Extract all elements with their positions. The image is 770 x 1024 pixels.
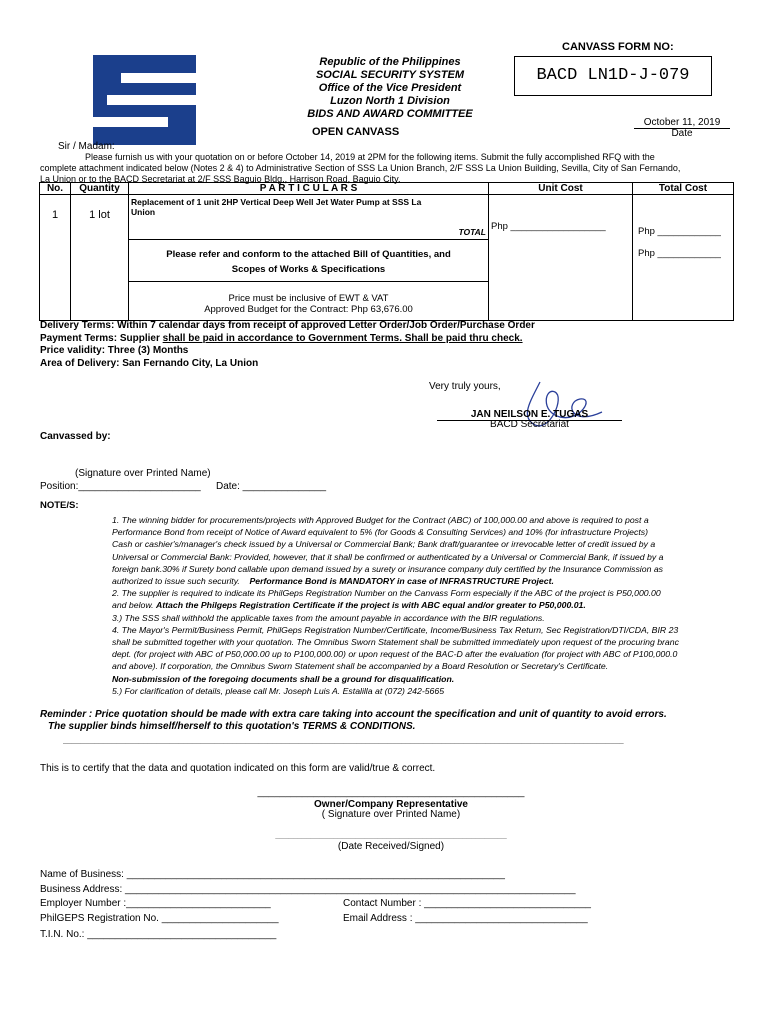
- signatory-name: JAN NEILSON E. TUGAS: [437, 409, 622, 421]
- col-no: No.: [40, 183, 71, 195]
- tin-field[interactable]: T.I.N. No.: __________________________________: [40, 929, 277, 940]
- date-label: Date: [671, 128, 693, 139]
- note-line: 3.) The SSS shall withhold the applicable taxes from the amount payable in accordance with the BIR regulations.: [112, 612, 545, 623]
- intro-line: La Union or to the BACD Secretariat at 2/F SSS Baguio Bldg., Harrison Road, Baguio City.: [40, 174, 401, 184]
- note-line: [112, 575, 767, 587]
- philgeps-field[interactable]: PhilGEPS Registration No. _____________________: [40, 913, 279, 924]
- note-bold: Attach the Philgeps Registration Certificate if the project is with ABC equal and/or greater to P50,000.01.: [155, 600, 586, 611]
- note-text: authorized to issue such security.: [112, 576, 240, 587]
- business-address-field[interactable]: Business Address: _________________________________________________________________________________: [40, 884, 576, 895]
- note-line: [112, 673, 767, 685]
- col-total-cost: Total Cost: [633, 183, 734, 195]
- reminder-line: Reminder : Price quotation should be made with extra care taking into account the specification and unit of quantity to avoid errors.: [40, 709, 667, 720]
- date-field[interactable]: Date: _______________: [216, 481, 327, 492]
- header-line: Republic of the Philippines: [319, 56, 461, 68]
- signatory-position: BACD Secretariat: [490, 419, 569, 430]
- signature-label: (Signature over Printed Name): [75, 468, 211, 479]
- certification-text: This is to certify that the data and quotation indicated on this form are valid/true & correct.: [40, 763, 436, 774]
- note-bold: Non-submission of the foregoing documents shall be a ground for disqualification.: [112, 673, 455, 684]
- note-line: 2. The supplier is required to indicate its PhilGeps Registration Number on the Canvass Form especially if the ABC of the project is P50,000.00: [112, 588, 661, 599]
- total-label: TOTAL: [458, 227, 486, 237]
- rep-label: Owner/Company Representative: [314, 799, 468, 810]
- note-line: [112, 599, 767, 611]
- note-line: foreign bank.30% if Surety bond callable upon demand issued by a surety or insurance company duly certified by the Insurance Commission as: [112, 563, 663, 574]
- item-description: Replacement of 1 unit 2HP Vertical Deep Well Jet Water Pump at SSS La: [131, 197, 422, 207]
- area-of-delivery: Area of Delivery: San Fernando City, La Union: [40, 357, 259, 369]
- refer-line: Please refer and conform to the attached Bill of Quantities, and: [166, 249, 451, 260]
- rep-sublabel: ( Signature over Printed Name): [321, 809, 461, 820]
- note-line: Cash or cashier's/manager's check issued by a Universal or Commercial Bank; Bank draft/guarantee or irrevocable letter of credit issued by a: [112, 539, 656, 550]
- note-line: shall be submitted together with your quotation. The Omnibus Sworn Statement shall be submitted immediately upon request of the procuring branc: [112, 637, 679, 648]
- items-table: [39, 182, 734, 321]
- very-truly-yours: Very truly yours,: [429, 381, 501, 392]
- refer-line: Scopes of Works & Specifications: [231, 264, 386, 275]
- notes-block: [112, 514, 767, 697]
- note-bold: Performance Bond is MANDATORY in case of INFRASTRUCTURE Project.: [249, 576, 554, 587]
- rep-signature-line[interactable]: ________________________________________________: [257, 787, 525, 798]
- header-line: BIDS AND AWARD COMMITTEE: [307, 108, 473, 120]
- canvass-form-number: BACD LN1D-J-079: [514, 56, 712, 96]
- note-text: and below.: [112, 600, 156, 611]
- contact-number-field[interactable]: Contact Number : ______________________________: [343, 898, 591, 909]
- note-line: 5.) For clarification of details, please call Mr. Joseph Luis A. Estalilla at (072) 242-5665: [112, 685, 445, 696]
- delivery-terms: Delivery Terms: Within 7 calendar days from receipt of approved Letter Order/Job Order/Purchase Order: [40, 320, 535, 331]
- note-line: Performance Bond from receipt of Notice of Award equivalent to 5% (for Goods & Consulting Services) and 10% (for infrastructure Projects): [112, 527, 648, 538]
- row-total-value: Php ____________: [638, 226, 721, 237]
- divider-line: ______________________________________________________________________________________________________________________________: [63, 735, 624, 744]
- col-particulars: P A R T I C U L A R S: [129, 183, 489, 195]
- position-field[interactable]: Position:______________________: [40, 481, 201, 492]
- employer-number-field[interactable]: Employer Number :__________________________: [40, 898, 271, 909]
- reminder-line: The supplier binds himself/herself to this quotation's TERMS & CONDITIONS.: [48, 721, 416, 732]
- col-quantity: Quantity: [71, 183, 129, 195]
- row-no: 1: [40, 195, 71, 321]
- intro-line: Please furnish us with your quotation on or before October 14, 2019 at 2PM for the following items. Submit the fully accomplished RFQ with the: [85, 152, 655, 162]
- grand-total-value: Php ____________: [638, 248, 721, 259]
- business-name-field[interactable]: Name of Business: ____________________________________________________________________: [40, 869, 505, 880]
- sss-logo: [93, 55, 196, 145]
- payment-terms-detail: shall be paid in accordance to Government Terms. Shall be paid thru check.: [162, 332, 523, 344]
- payment-terms: [40, 333, 535, 346]
- header-line: Office of the Vice President: [318, 82, 462, 94]
- open-canvass-title: OPEN CANVASS: [312, 126, 400, 138]
- canvassed-by-label: Canvassed by:: [40, 431, 111, 442]
- header-line: SOCIAL SECURITY SYSTEM: [315, 69, 465, 81]
- payment-terms-label: Payment Terms: Supplier: [40, 332, 163, 344]
- agency-header: [290, 56, 490, 121]
- col-unit-cost: Unit Cost: [489, 183, 633, 195]
- email-field[interactable]: Email Address : _______________________________: [343, 913, 588, 924]
- date-signed-line[interactable]: ____________________________________________________: [275, 830, 507, 839]
- row-particulars: [129, 195, 489, 321]
- header-line: Luzon North 1 Division: [330, 95, 450, 107]
- price-validity: Price validity: Three (3) Months: [40, 345, 189, 356]
- abc-note: Approved Budget for the Contract: Php 63,676.00: [204, 304, 413, 315]
- row-total-cost: [633, 195, 734, 321]
- price-note: Price must be inclusive of EWT & VAT: [228, 293, 389, 304]
- canvass-form-label: CANVASS FORM NO:: [562, 41, 674, 53]
- terms-block: [40, 320, 535, 370]
- salutation: Sir / Madam:: [58, 141, 115, 152]
- note-line: 1. The winning bidder for procurements/projects with Approved Budget for the Contract (ABC) of 100,000.00 and above is required to post a: [112, 515, 649, 525]
- note-line: dept. (for project with ABC of P50,000.00 up to P100,000.00) or upon request of the BAC-D after the evaluation (for project with ABC of P100,000.0: [112, 649, 678, 660]
- date-signed-label: (Date Received/Signed): [337, 841, 445, 852]
- row-unit-cost: Php __________________: [489, 195, 633, 321]
- row-qty: 1 lot: [71, 195, 129, 321]
- note-line: Universal or Commercial Bank: Provided, however, that it shall be confirmed or authenticated by a Universal or Commercial Bank, if issued by a: [112, 551, 664, 562]
- intro-line: complete attachment indicated below (Notes 2 & 4) to Administrative Section of SSS La Union Branch, 2/F SSS La Union Building, Sevilla, City of San Fernando,: [40, 163, 681, 173]
- date-value: October 11, 2019: [634, 117, 730, 129]
- item-description: Union: [131, 207, 156, 217]
- note-line: 4. The Mayor's Permit/Business Permit, PhilGeps Registration Number/Certificate, Income/Business Tax Return, Sec Registration/DTI/CDA, BIR 23: [112, 624, 679, 635]
- note-line: and above). If corporation, the Omnibus Sworn Statement shall be accompanied by a Board Resolution or Secretary's Certificate.: [112, 661, 609, 672]
- notes-title: NOTE/S:: [40, 500, 79, 511]
